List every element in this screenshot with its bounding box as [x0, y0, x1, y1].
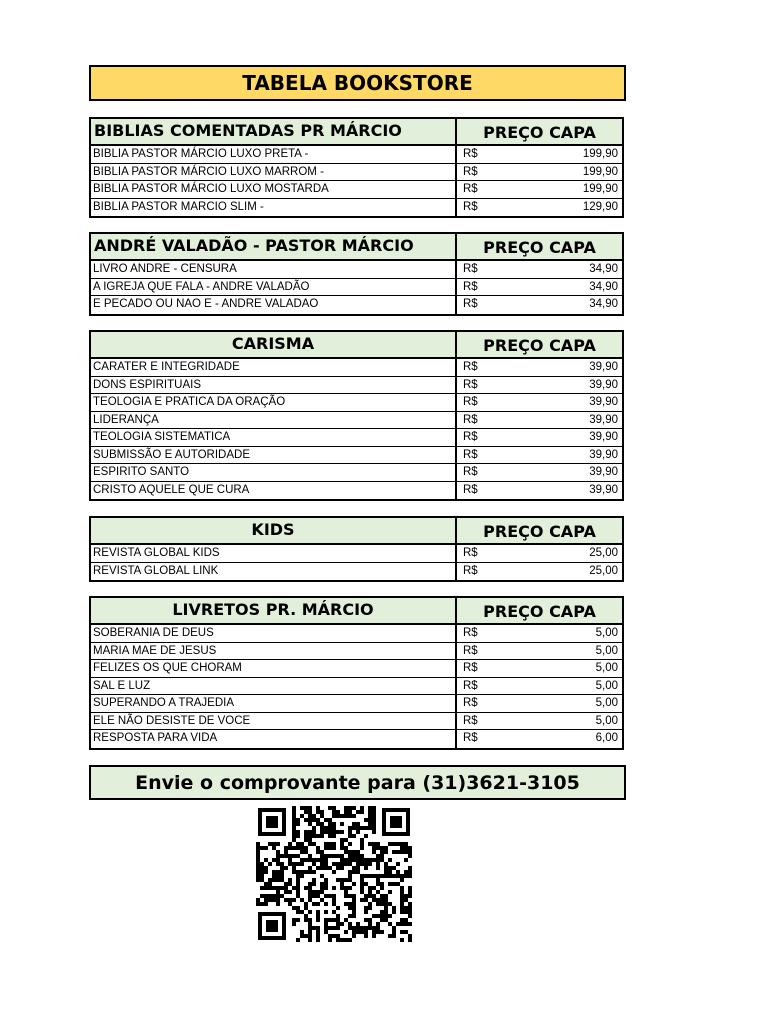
item-name: SUPERANDO A TRAJEDIA: [91, 695, 457, 712]
currency-symbol: R$: [463, 466, 478, 478]
item-name: DONS ESPIRITUAIS: [91, 377, 457, 394]
table-row: [91, 359, 622, 377]
item-name: E PECADO OU NAO E - ANDRE VALADAO: [91, 296, 457, 314]
currency-symbol: R$: [463, 200, 478, 213]
section-kids: [89, 516, 624, 582]
table-row: [91, 643, 622, 661]
currency-symbol: R$: [463, 547, 478, 559]
item-price: 5,00: [595, 644, 618, 657]
currency-symbol: R$: [463, 431, 478, 443]
item-price: 39,90: [589, 448, 618, 461]
item-name: TEOLOGIA SISTEMATICA: [91, 429, 457, 446]
currency-symbol: R$: [463, 413, 478, 426]
page-title: TABELA BOOKSTORE: [89, 65, 626, 101]
section-title: CARISMA: [91, 332, 457, 357]
table-row: [91, 447, 622, 465]
section-livretos: [89, 596, 624, 750]
item-name: RESPOSTA PARA VIDA: [91, 730, 457, 748]
item-name: LIDERANÇA: [91, 412, 457, 429]
item-list: [89, 261, 624, 316]
currency-symbol: R$: [463, 644, 478, 657]
item-price: 39,90: [589, 413, 618, 426]
price-column-header: PREÇO CAPA: [483, 522, 596, 541]
item-list: [89, 545, 624, 582]
section-biblias: [89, 117, 624, 218]
item-price: 39,90: [589, 483, 618, 496]
item-name: CARATER E INTEGRIDADE: [91, 359, 457, 376]
section-carisma: [89, 330, 624, 501]
currency-symbol: R$: [463, 183, 478, 195]
item-name: SUBMISSÃO E AUTORIDADE: [91, 447, 457, 464]
table-row: [91, 377, 622, 395]
table-row: [91, 695, 622, 713]
section-header: [89, 232, 624, 261]
section-title: KIDS: [91, 518, 457, 543]
item-price: 199,90: [582, 165, 618, 178]
currency-symbol: R$: [463, 564, 478, 577]
item-name: TEOLOGIA E PRATICA DA ORAÇÃO: [91, 394, 457, 411]
item-price: 129,90: [582, 200, 618, 213]
currency-symbol: R$: [463, 662, 478, 674]
currency-symbol: R$: [463, 263, 478, 275]
table-row: [91, 625, 622, 643]
currency-symbol: R$: [463, 396, 478, 408]
item-price: 199,90: [582, 148, 618, 160]
section-header: [89, 596, 624, 625]
table-row: [91, 199, 622, 217]
currency-symbol: R$: [463, 697, 478, 709]
item-price: 39,90: [589, 396, 618, 408]
table-row: [91, 164, 622, 182]
table-row: [91, 146, 622, 164]
currency-symbol: R$: [463, 280, 478, 293]
item-name: SAL E LUZ: [91, 678, 457, 695]
currency-symbol: R$: [463, 448, 478, 461]
section-header: [89, 330, 624, 359]
currency-symbol: R$: [463, 378, 478, 391]
item-price: 39,90: [589, 431, 618, 443]
item-name: CRISTO AQUELE QUE CURA: [91, 482, 457, 500]
table-row: [91, 660, 622, 678]
section-header: [89, 516, 624, 545]
currency-symbol: R$: [463, 679, 478, 692]
item-price: 39,90: [589, 378, 618, 391]
section-title: BIBLIAS COMENTADAS PR MÁRCIO: [91, 119, 457, 144]
item-price: 34,90: [589, 298, 618, 310]
item-list: [89, 625, 624, 750]
item-name: LIVRO ANDRE - CENSURA: [91, 261, 457, 278]
item-price: 5,00: [595, 697, 618, 709]
item-name: BIBLIA PASTOR MÁRCIO LUXO MOSTARDA: [91, 181, 457, 198]
item-price: 5,00: [595, 627, 618, 639]
section-andre-valadao: [89, 232, 624, 316]
table-row: [91, 713, 622, 731]
item-name: ELE NÃO DESISTE DE VOCE: [91, 713, 457, 730]
table-row: [91, 482, 622, 500]
table-row: [91, 429, 622, 447]
currency-symbol: R$: [463, 714, 478, 727]
section-title: LIVRETOS PR. MÁRCIO: [91, 598, 457, 623]
item-price: 5,00: [595, 679, 618, 692]
item-price: 6,00: [595, 732, 618, 744]
table-row: [91, 412, 622, 430]
price-column-header: PREÇO CAPA: [483, 336, 596, 355]
item-name: SOBERANIA DE DEUS: [91, 625, 457, 642]
item-list: [89, 146, 624, 218]
item-name: A IGREJA QUE FALA - ANDRE VALADÃO: [91, 279, 457, 296]
item-price: 5,00: [595, 714, 618, 727]
item-name: ESPIRITO SANTO: [91, 464, 457, 481]
currency-symbol: R$: [463, 483, 478, 496]
item-price: 25,00: [589, 564, 618, 577]
table-row: [91, 730, 622, 748]
item-name: BIBLIA PASTOR MARCIO SLIM -: [91, 199, 457, 217]
price-column-header: PREÇO CAPA: [483, 238, 596, 257]
currency-symbol: R$: [463, 165, 478, 178]
price-column-header: PREÇO CAPA: [483, 123, 596, 142]
currency-symbol: R$: [463, 298, 478, 310]
item-list: [89, 359, 624, 501]
item-price: 34,90: [589, 263, 618, 275]
table-row: [91, 394, 622, 412]
table-row: [91, 464, 622, 482]
table-row: [91, 296, 622, 314]
item-name: MARIA MAE DE JESUS: [91, 643, 457, 660]
item-price: 25,00: [589, 547, 618, 559]
item-price: 34,90: [589, 280, 618, 293]
item-name: REVISTA GLOBAL KIDS: [91, 545, 457, 562]
section-title: ANDRÉ VALADÃO - PASTOR MÁRCIO: [91, 234, 457, 259]
table-row: [91, 279, 622, 297]
payment-instructions: Envie o comprovante para (31)3621-3105: [89, 765, 626, 800]
qr-code: [256, 806, 412, 942]
table-row: [91, 181, 622, 199]
table-row: [91, 563, 622, 581]
item-price: 5,00: [595, 662, 618, 674]
currency-symbol: R$: [463, 148, 478, 160]
currency-symbol: R$: [463, 361, 478, 373]
table-row: [91, 261, 622, 279]
item-price: 39,90: [589, 361, 618, 373]
item-price: 39,90: [589, 466, 618, 478]
currency-symbol: R$: [463, 732, 478, 744]
item-name: FELIZES OS QUE CHORAM: [91, 660, 457, 677]
item-price: 199,90: [582, 183, 618, 195]
price-column-header: PREÇO CAPA: [483, 602, 596, 621]
table-row: [91, 545, 622, 563]
item-name: REVISTA GLOBAL LINK: [91, 563, 457, 581]
section-header: [89, 117, 624, 146]
currency-symbol: R$: [463, 627, 478, 639]
table-row: [91, 678, 622, 696]
item-name: BIBLIA PASTOR MÁRCIO LUXO PRETA -: [91, 146, 457, 163]
item-name: BIBLIA PASTOR MÁRCIO LUXO MARROM -: [91, 164, 457, 181]
